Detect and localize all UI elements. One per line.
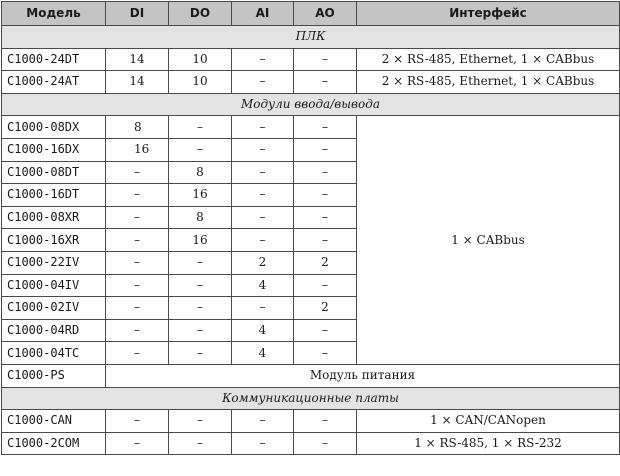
cell-di: – [106,206,169,229]
cell-model: C1000-24DT [2,48,106,71]
header-model: Модель [2,2,106,26]
cell-ai: – [232,297,294,320]
cell-do: 10 [169,48,232,71]
cell-model: C1000-24AT [2,71,106,94]
cell-ai: – [232,432,294,455]
cell-di: – [106,251,169,274]
cell-di: – [106,432,169,455]
cell-model: C1000-2COM [2,432,106,455]
cell-di: – [106,319,169,342]
table-row [2,410,620,433]
cell-di: 14 [106,48,169,71]
cell-ao: – [294,229,357,252]
cell-power-description: Модуль питания [106,364,620,387]
cell-ai: – [232,138,294,161]
table-row-power [2,364,620,387]
cell-interface-merged: 1 × CABbus [357,116,620,365]
cell-do: 8 [169,206,232,229]
cell-di: – [106,274,169,297]
cell-ao: – [294,184,357,207]
cell-ao: – [294,161,357,184]
section-row-plc [2,26,620,49]
cell-do: – [169,342,232,365]
cell-ao: 2 [294,251,357,274]
cell-ai: – [232,410,294,433]
table-row [2,71,620,94]
cell-do: – [169,138,232,161]
cell-ao: 2 [294,297,357,320]
cell-model: C1000-08DT [2,161,106,184]
modules-table [1,1,620,455]
cell-do: 16 [169,229,232,252]
cell-model: C1000-02IV [2,297,106,320]
cell-do: – [169,251,232,274]
cell-do: – [169,274,232,297]
cell-ao: – [294,71,357,94]
cell-model: C1000-16DT [2,184,106,207]
cell-ai: 4 [232,319,294,342]
cell-ao: – [294,319,357,342]
cell-ai: – [232,229,294,252]
cell-di: – [106,229,169,252]
cell-ao: – [294,432,357,455]
section-title-comm: Коммуникационные платы [2,387,620,410]
cell-model: C1000-16XR [2,229,106,252]
cell-do: – [169,116,232,139]
cell-ao: – [294,138,357,161]
cell-ai: – [232,71,294,94]
cell-ai: – [232,161,294,184]
cell-ao: – [294,410,357,433]
header-ao: AO [294,2,357,26]
section-title-plc: ПЛК [2,26,620,49]
cell-interface: 1 × RS-485, 1 × RS-232 [357,432,620,455]
cell-interface: 1 × CAN/CANopen [357,410,620,433]
header-interface: Интерфейс [357,2,620,26]
cell-di: – [106,161,169,184]
cell-ai: 4 [232,274,294,297]
cell-di: 16 [106,138,169,161]
cell-ai: – [232,116,294,139]
cell-di: – [106,410,169,433]
header-ai: AI [232,2,294,26]
section-row-comm [2,387,620,410]
cell-di: – [106,297,169,320]
cell-ai: – [232,184,294,207]
header-do: DO [169,2,232,26]
section-title-io: Модули ввода/вывода [2,93,620,116]
cell-do: – [169,297,232,320]
cell-do: – [169,410,232,433]
cell-do: 10 [169,71,232,94]
header-row [2,2,620,26]
table-row [2,48,620,71]
cell-ao: – [294,116,357,139]
cell-model: C1000-CAN [2,410,106,433]
section-row-io [2,93,620,116]
cell-model: C1000-16DX [2,138,106,161]
cell-model: C1000-04IV [2,274,106,297]
cell-di: 14 [106,71,169,94]
cell-ao: – [294,342,357,365]
cell-model: C1000-04RD [2,319,106,342]
cell-di: 8 [106,116,169,139]
cell-model: C1000-PS [2,364,106,387]
table-row [2,432,620,455]
cell-ao: – [294,206,357,229]
table-row [2,116,620,139]
cell-model: C1000-22IV [2,251,106,274]
cell-ai: 4 [232,342,294,365]
cell-interface: 2 × RS-485, Ethernet, 1 × CABbus [357,71,620,94]
cell-ao: – [294,274,357,297]
cell-di: – [106,184,169,207]
cell-ao: – [294,48,357,71]
cell-do: 16 [169,184,232,207]
cell-do: – [169,432,232,455]
cell-ai: – [232,206,294,229]
cell-ai: – [232,48,294,71]
cell-interface: 2 × RS-485, Ethernet, 1 × CABbus [357,48,620,71]
cell-model: C1000-08DX [2,116,106,139]
cell-do: – [169,319,232,342]
cell-model: C1000-04TC [2,342,106,365]
cell-di: – [106,342,169,365]
cell-ai: 2 [232,251,294,274]
header-di: DI [106,2,169,26]
cell-model: C1000-08XR [2,206,106,229]
cell-do: 8 [169,161,232,184]
